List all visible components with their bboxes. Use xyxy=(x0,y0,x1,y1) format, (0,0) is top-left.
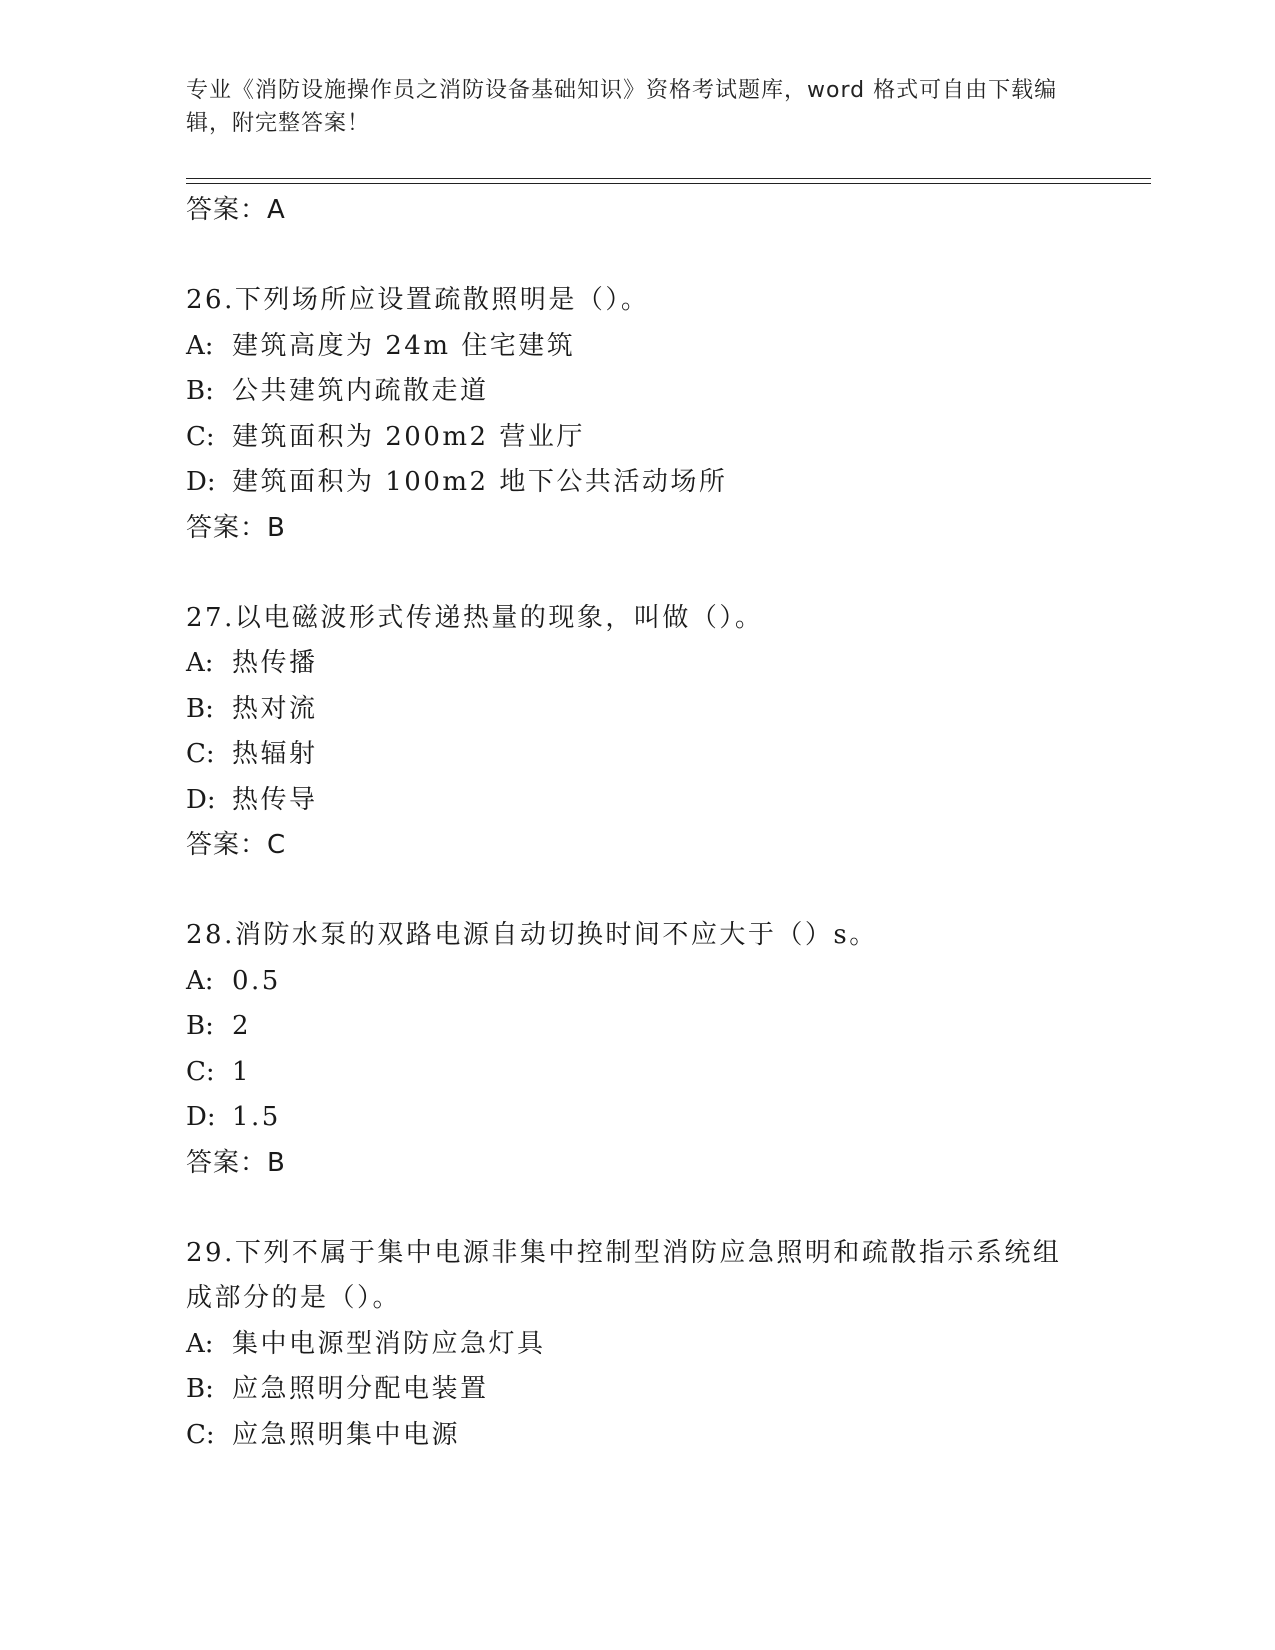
option-letter: B: xyxy=(186,693,214,724)
option-item xyxy=(186,1004,1086,1050)
option-letter: B: xyxy=(186,376,214,406)
option-text: 1.5 xyxy=(232,1102,281,1132)
option-text: 热传播 xyxy=(232,648,318,678)
answer-label: 答案：B xyxy=(186,512,286,543)
option-item xyxy=(186,324,1086,370)
question-block xyxy=(186,596,1086,869)
question-text: 26.下列场所应设置疏散照明是（）。 xyxy=(186,285,650,315)
option-item xyxy=(186,1095,1086,1141)
option-text: 1 xyxy=(232,1056,252,1087)
option-text: 建筑高度为 24m 住宅建筑 xyxy=(232,330,576,361)
option-text: 0.5 xyxy=(232,965,281,996)
option-letter: B: xyxy=(186,1374,214,1404)
document-header: 专业《消防设施操作员之消防设备基础知识》资格考试题库，word 格式可自由下载编辑，附完整答案！ xyxy=(186,78,1058,136)
option-text: 集中电源型消防应急灯具 xyxy=(232,1328,546,1359)
option-letter: A: xyxy=(186,965,214,996)
question-text: 27.以电磁波形式传递热量的现象，叫做（）。 xyxy=(186,602,764,633)
option-item xyxy=(186,959,1086,1005)
option-item xyxy=(186,687,1086,733)
option-item xyxy=(186,1322,1086,1368)
question-block xyxy=(186,913,1086,1186)
option-letter: D: xyxy=(186,784,216,815)
option-text: 热对流 xyxy=(232,693,318,724)
option-letter: A: xyxy=(186,1328,214,1359)
option-text: 建筑面积为 200m2 营业厅 xyxy=(232,421,585,452)
option-letter: C: xyxy=(186,739,215,769)
answer-label: 答案：A xyxy=(186,195,286,225)
question-content xyxy=(186,188,1086,1458)
option-text: 热传导 xyxy=(232,784,318,815)
option-text: 热辐射 xyxy=(232,739,318,769)
option-item xyxy=(186,641,1086,687)
option-item xyxy=(186,1050,1086,1096)
option-item xyxy=(186,415,1086,461)
option-letter: B: xyxy=(186,1011,214,1041)
option-letter: A: xyxy=(186,330,214,361)
option-item xyxy=(186,369,1086,415)
option-item xyxy=(186,1367,1086,1413)
question-block xyxy=(186,1231,1086,1459)
option-letter: C: xyxy=(186,1419,215,1450)
header-divider-bottom xyxy=(186,183,1151,184)
option-text: 应急照明分配电装置 xyxy=(232,1374,489,1404)
option-letter: C: xyxy=(186,421,215,452)
option-item xyxy=(186,1413,1086,1459)
question-text: 28.消防水泵的双路电源自动切换时间不应大于（）s。 xyxy=(186,920,878,950)
option-letter: C: xyxy=(186,1056,215,1087)
option-letter: A: xyxy=(186,648,214,678)
header-divider-top xyxy=(186,178,1151,179)
question-text: 29.下列不属于集中电源非集中控制型消防应急照明和疏散指示系统组成部分的是（）。 xyxy=(186,1237,1062,1313)
answer-label: 答案：B xyxy=(186,1147,286,1178)
question-block xyxy=(186,278,1086,551)
option-text: 2 xyxy=(232,1011,252,1041)
option-letter: D: xyxy=(186,467,216,497)
option-item xyxy=(186,460,1086,506)
option-text: 应急照明集中电源 xyxy=(232,1419,461,1450)
answer-label: 答案：C xyxy=(186,830,287,860)
option-item xyxy=(186,778,1086,824)
option-text: 建筑面积为 100m2 地下公共活动场所 xyxy=(232,467,728,497)
option-letter: D: xyxy=(186,1102,216,1132)
option-text: 公共建筑内疏散走道 xyxy=(232,376,489,406)
option-item xyxy=(186,732,1086,778)
